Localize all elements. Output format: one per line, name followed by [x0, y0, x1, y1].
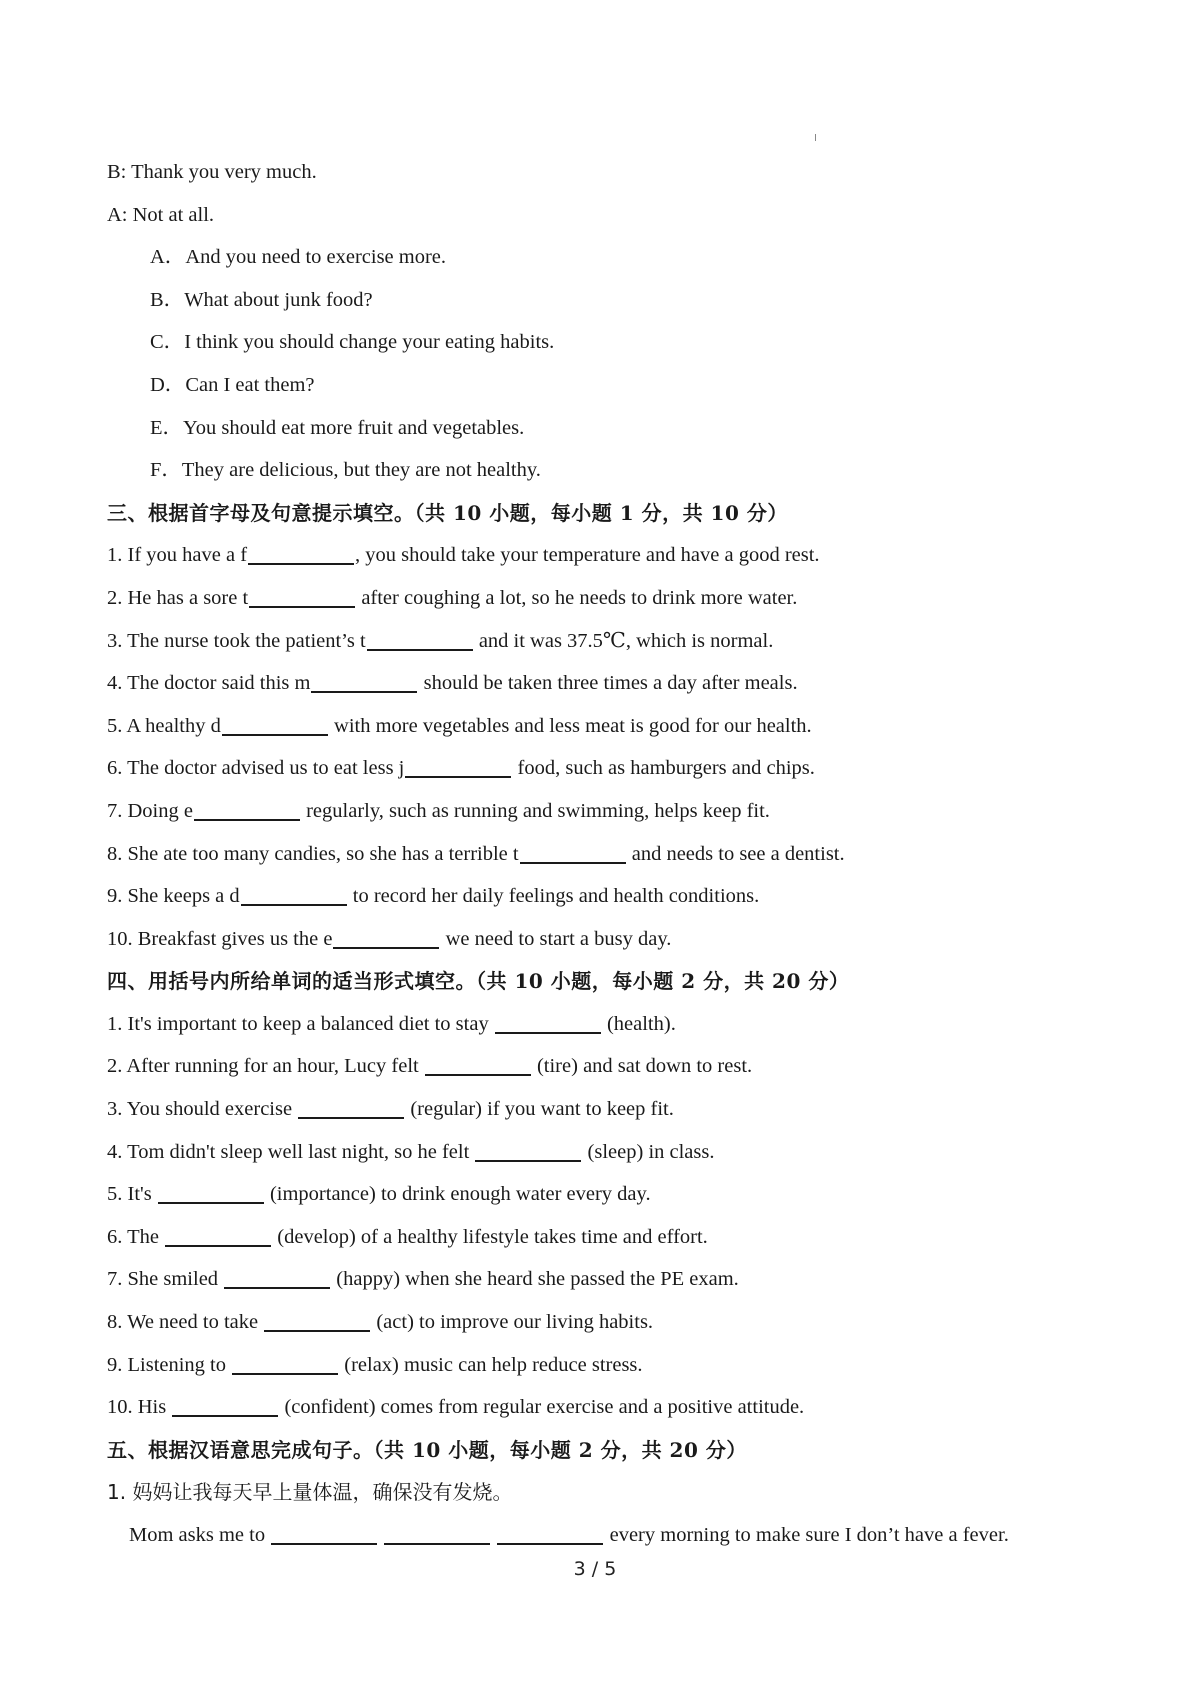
- answer-blank[interactable]: [298, 1093, 404, 1119]
- page-number: 3 / 5: [573, 1558, 617, 1580]
- answer-blank[interactable]: [248, 539, 354, 565]
- answer-blank[interactable]: [224, 1263, 330, 1289]
- option-e: E．You should eat more fruit and vegetables.: [150, 416, 525, 439]
- answer-blank[interactable]: [384, 1519, 490, 1545]
- s4-item-6: 6. The (develop) of a healthy lifestyle takes time and effort.: [107, 1216, 1087, 1259]
- section4-title: 四、用括号内所给单词的适当形式填空。（共 10 小题，每小题 2 分，共 20 分）: [107, 969, 850, 994]
- section5-title: 五、根据汉语意思完成句子。（共 10 小题，每小题 2 分，共 20 分）: [107, 1437, 747, 1462]
- page-content: [107, 151, 1087, 1557]
- answer-blank[interactable]: [241, 880, 347, 906]
- answer-blank[interactable]: [271, 1519, 377, 1545]
- s3-item-7: 7. Doing e regularly, such as running and swimming, helps keep fit.: [107, 790, 1087, 833]
- option-d: D．Can I eat them?: [150, 373, 315, 396]
- s5-item-1-chinese: 1. 妈妈让我每天早上量体温，确保没有发烧。: [107, 1480, 513, 1505]
- answer-blank[interactable]: [367, 625, 473, 651]
- section3-title: 三、根据首字母及句意提示填空。（共 10 小题，每小题 1 分，共 10 分）: [107, 500, 788, 525]
- s4-item-8: 8. We need to take (act) to improve our living habits.: [107, 1301, 1087, 1344]
- answer-blank[interactable]: [405, 752, 511, 778]
- s4-item-5: 5. It's (importance) to drink enough water every day.: [107, 1173, 1087, 1216]
- answer-blank[interactable]: [232, 1349, 338, 1375]
- s4-item-3: 3. You should exercise (regular) if you want to keep fit.: [107, 1088, 1087, 1131]
- dialogue-line-b: B: Thank you very much.: [107, 161, 317, 183]
- answer-blank[interactable]: [497, 1519, 603, 1545]
- s4-item-4: 4. Tom didn't sleep well last night, so he felt (sleep) in class.: [107, 1131, 1087, 1174]
- answer-blank[interactable]: [222, 710, 328, 736]
- answer-blank[interactable]: [495, 1008, 601, 1034]
- s3-item-3: 3. The nurse took the patient’s t and it was 37.5℃, which is normal.: [107, 620, 1087, 663]
- option-f: F．They are delicious, but they are not healthy.: [150, 459, 541, 482]
- s3-item-2: 2. He has a sore t after coughing a lot, so he needs to drink more water.: [107, 577, 1087, 620]
- s3-item-4: 4. The doctor said this m should be taken three times a day after meals.: [107, 662, 1087, 705]
- answer-blank[interactable]: [165, 1221, 271, 1247]
- s4-item-9: 9. Listening to (relax) music can help reduce stress.: [107, 1344, 1087, 1387]
- answer-blank[interactable]: [475, 1136, 581, 1162]
- option-b: B．What about junk food?: [150, 288, 373, 311]
- s3-item-6: 6. The doctor advised us to eat less j food, such as hamburgers and chips.: [107, 747, 1087, 790]
- answer-blank[interactable]: [425, 1050, 531, 1076]
- answer-blank[interactable]: [194, 795, 300, 821]
- s4-item-10: 10. His (confident) comes from regular exercise and a positive attitude.: [107, 1386, 1087, 1429]
- s3-item-5: 5. A healthy d with more vegetables and less meat is good for our health.: [107, 705, 1087, 748]
- s4-item-7: 7. She smiled (happy) when she heard she passed the PE exam.: [107, 1258, 1087, 1301]
- answer-blank[interactable]: [264, 1306, 370, 1332]
- s3-item-10: 10. Breakfast gives us the e we need to start a busy day.: [107, 918, 1087, 961]
- s5-item-1-english: Mom asks me to every morning to make sure I don’t have a fever.: [107, 1514, 1087, 1557]
- s3-item-9: 9. She keeps a d to record her daily feelings and health conditions.: [107, 875, 1087, 918]
- s4-item-2: 2. After running for an hour, Lucy felt (tire) and sat down to rest.: [107, 1045, 1087, 1088]
- dialogue-line-a: A: Not at all.: [107, 203, 215, 226]
- answer-blank[interactable]: [172, 1391, 278, 1417]
- scan-mark: [815, 134, 816, 141]
- answer-blank[interactable]: [249, 582, 355, 608]
- answer-blank[interactable]: [520, 838, 626, 864]
- answer-blank[interactable]: [311, 667, 417, 693]
- s4-item-1: 1. It's important to keep a balanced diet to stay (health).: [107, 1003, 1087, 1046]
- s3-item-1: 1. If you have a f , you should take your temperature and have a good rest.: [107, 534, 1087, 577]
- s3-item-8: 8. She ate too many candies, so she has a terrible t and needs to see a dentist.: [107, 833, 1087, 876]
- answer-blank[interactable]: [333, 923, 439, 949]
- option-a: A．And you need to exercise more.: [150, 246, 447, 269]
- option-c: C．I think you should change your eating habits.: [150, 331, 555, 354]
- answer-blank[interactable]: [158, 1178, 264, 1204]
